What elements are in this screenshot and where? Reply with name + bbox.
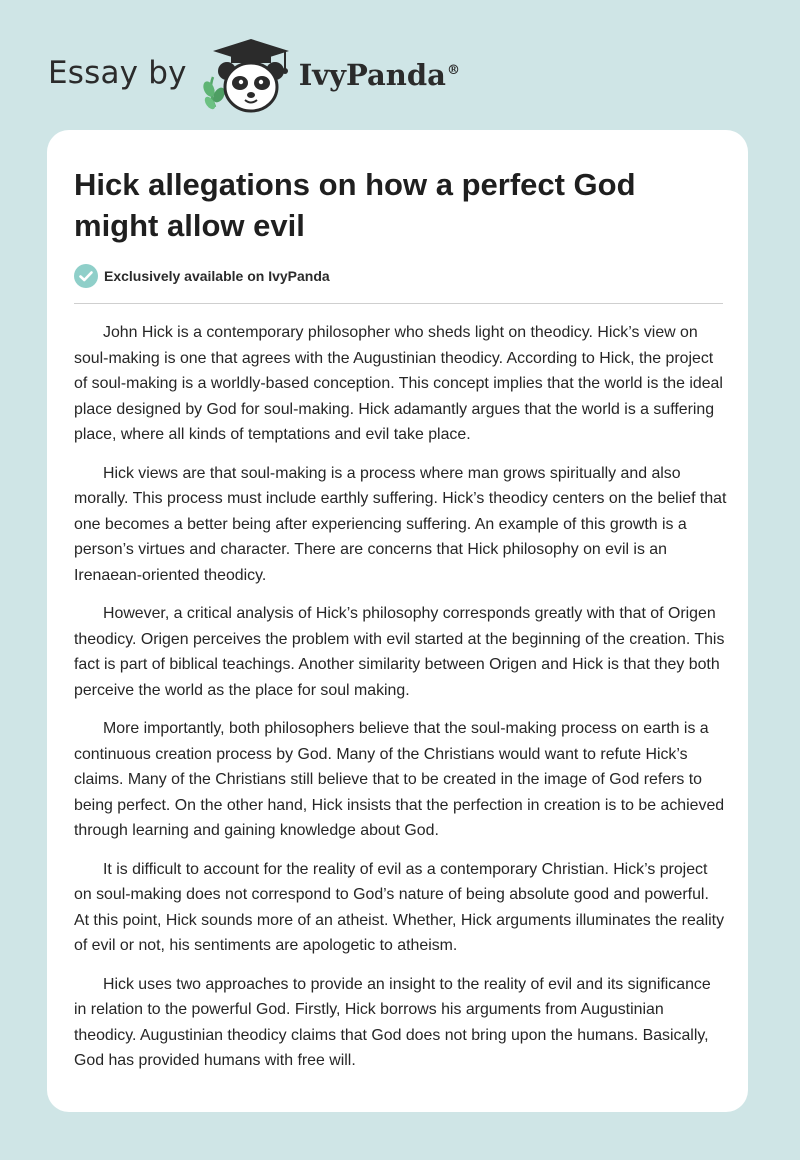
exclusive-badge-text: Exclusively available on IvyPanda: [104, 268, 330, 284]
paragraph-5: It is difficult to account for the reality of evil as a contemporary Christian. Hick’s project on soul-making does not correspond to God’s nature of being absolute good and powerful. At this point, Hick sounds more of an atheist. Whether, Hick arguments illuminates the reality of evil or not, his sentiments are apologetic to atheism.: [74, 860, 725, 954]
essay-by-label: Essay by: [48, 55, 187, 91]
essay-title: Hick allegations on how a perfect God might allow evil: [74, 167, 636, 243]
ivypanda-brand: [299, 58, 460, 92]
site-header: [48, 36, 460, 116]
check-circle-icon: [74, 264, 98, 288]
registered-mark: ®: [446, 63, 460, 79]
paragraph-3: However, a critical analysis of Hick’s philosophy corresponds greatly with that of Origen theodicy. Origen perceives the problem with evil started at the beginning of the creation. This fact is part of biblical teachings. Another similarity between Origen and Hick is that they both perceive the world as the place for soul making.: [74, 605, 725, 699]
paragraph-4: More importantly, both philosophers believe that the soul-making process on earth is a continuous creation process by God. Many of the Christians would want to refute Hick’s claims. Many of the Christians still believe that to be created in the image of God refers to being perfect. On the other hand, Hick insists that the perfection in creation is to be achieved through learning and gaining knowledge about God.: [74, 720, 725, 839]
panda-graduate-logo: [201, 37, 291, 115]
paragraph-1: John Hick is a contemporary philosopher who sheds light on theodicy. Hick’s view on soul-making is one that agrees with the Augustinian theodicy. According to Hick, the project of soul-making is a worldly-based conception. This concept implies that the world is the ideal place designed by God for soul-making. Hick adamantly argues that the world is a suffering place, where all kinds of temptations and evil take place.: [74, 324, 723, 443]
paragraph-6: Hick uses two approaches to provide an insight to the reality of evil and its significance in relation to the powerful God. Firstly, Hick borrows his arguments from Augustinian theodicy. Augustinian theodicy claims that God does not bring upon the humans. Basically, God has provided humans with free will.: [74, 975, 711, 1069]
exclusive-badge: [74, 264, 330, 288]
title-divider: [74, 303, 723, 304]
essay-card: [47, 130, 748, 1112]
paragraph-2: Hick views are that soul-making is a process where man grows spiritually and also morally. This process must include earthly suffering. Hick’s theodicy centers on the belief that one becomes a better being after experiencing suffering. An example of this growth is a person’s virtues and character. There are concerns that Hick philosophy on evil is an Irenaean-oriented theodicy.: [74, 464, 727, 584]
essay-body: [74, 320, 727, 1087]
brand-name-text: IvyPanda: [298, 58, 446, 92]
